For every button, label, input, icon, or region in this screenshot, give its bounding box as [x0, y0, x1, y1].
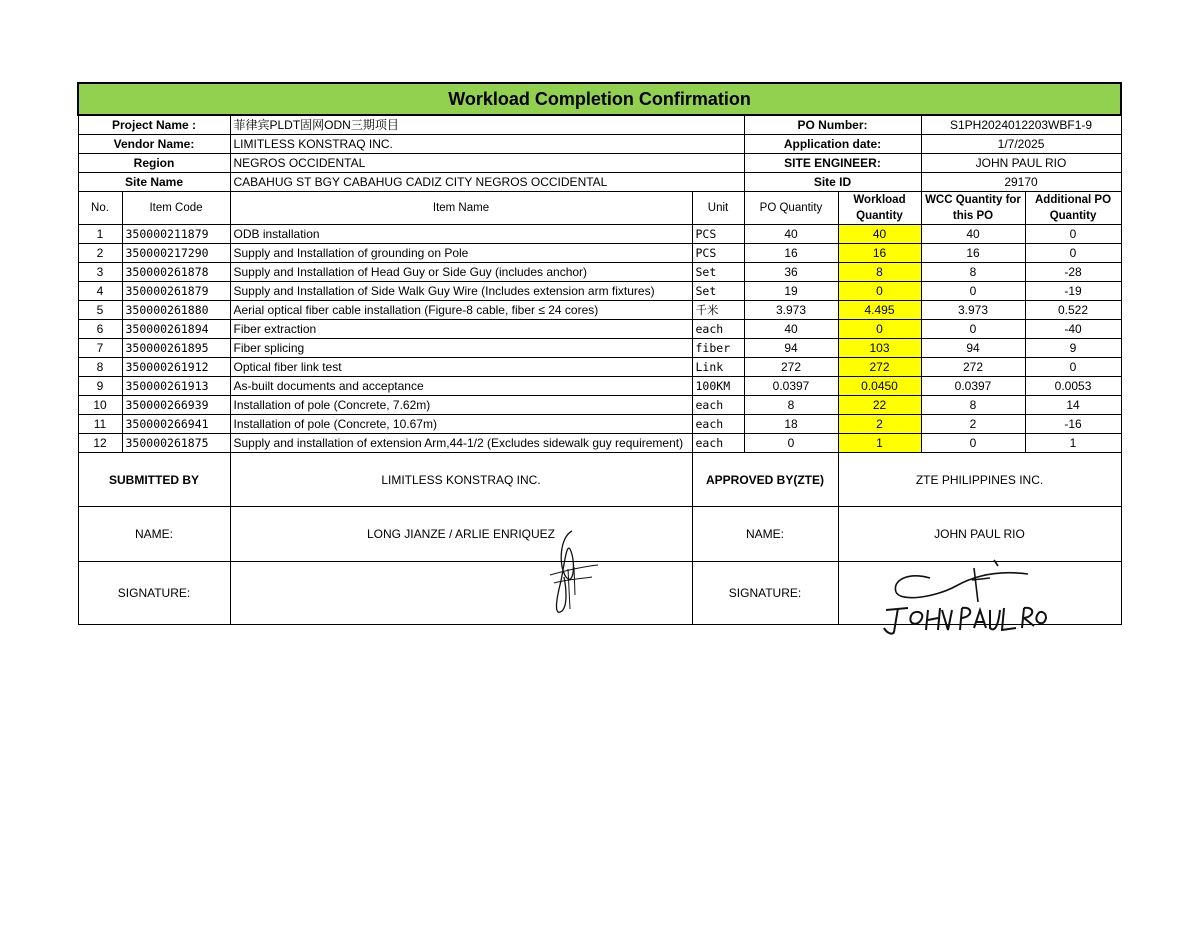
table-row	[78, 358, 1121, 377]
row-workload-quantity: 40	[838, 225, 921, 244]
row-workload-quantity: 103	[838, 339, 921, 358]
signature-cell-right	[838, 562, 1121, 625]
approved-by-value: ZTE PHILIPPINES INC.	[838, 453, 1121, 507]
row-po-quantity: 19	[744, 282, 838, 301]
region-value: NEGROS OCCIDENTAL	[230, 154, 744, 173]
row-item-name: Aerial optical fiber cable installation (Figure-8 cable, fiber ≤ 24 cores)	[230, 301, 692, 320]
row-unit: 千米	[692, 301, 744, 320]
table-row	[78, 263, 1121, 282]
row-po-quantity: 40	[744, 320, 838, 339]
row-item-name: Optical fiber link test	[230, 358, 692, 377]
row-no: 10	[78, 396, 122, 415]
sheet-title: Workload Completion Confirmation	[78, 83, 1121, 115]
header-no: No.	[78, 192, 122, 225]
vendor-name-label: Vendor Name:	[78, 135, 230, 154]
row-po-quantity: 0	[744, 434, 838, 453]
row-no: 12	[78, 434, 122, 453]
row-unit: fiber	[692, 339, 744, 358]
application-date-value: 1/7/2025	[921, 135, 1121, 154]
site-engineer-value: JOHN PAUL RIO	[921, 154, 1121, 173]
row-wcc-quantity: 94	[921, 339, 1025, 358]
item-rows	[78, 225, 1121, 453]
signature-label-right: SIGNATURE:	[692, 562, 838, 625]
row-workload-quantity: 0.0450	[838, 377, 921, 396]
table-row	[78, 434, 1121, 453]
row-no: 8	[78, 358, 122, 377]
row-unit: each	[692, 396, 744, 415]
row-workload-quantity: 4.495	[838, 301, 921, 320]
row-additional-quantity: -16	[1025, 415, 1121, 434]
row-po-quantity: 8	[744, 396, 838, 415]
row-wcc-quantity: 3.973	[921, 301, 1025, 320]
header-additional-po-quantity: Additional PO Quantity	[1025, 192, 1121, 225]
region-label: Region	[78, 154, 230, 173]
submitted-by-value: LIMITLESS KONSTRAQ INC.	[230, 453, 692, 507]
row-item-code: 350000261912	[122, 358, 230, 377]
row-unit: Set	[692, 282, 744, 301]
row-additional-quantity: -40	[1025, 320, 1121, 339]
approved-by-label: APPROVED BY(ZTE)	[692, 453, 838, 507]
po-number-label: PO Number:	[744, 115, 921, 135]
table-row	[78, 301, 1121, 320]
info-row-project	[78, 115, 1121, 135]
row-unit: PCS	[692, 225, 744, 244]
row-additional-quantity: 0	[1025, 225, 1121, 244]
header-item-name: Item Name	[230, 192, 692, 225]
header-wcc-quantity: WCC Quantity for this PO	[921, 192, 1025, 225]
row-po-quantity: 36	[744, 263, 838, 282]
row-item-name: Supply and Installation of grounding on Pole	[230, 244, 692, 263]
row-additional-quantity: 1	[1025, 434, 1121, 453]
signature-row	[78, 562, 1121, 625]
workload-confirmation-sheet	[77, 82, 1122, 625]
row-po-quantity: 94	[744, 339, 838, 358]
row-wcc-quantity: 0.0397	[921, 377, 1025, 396]
row-additional-quantity: 9	[1025, 339, 1121, 358]
row-workload-quantity: 0	[838, 282, 921, 301]
row-workload-quantity: 272	[838, 358, 921, 377]
row-item-name: Fiber extraction	[230, 320, 692, 339]
header-unit: Unit	[692, 192, 744, 225]
name-value-left: LONG JIANZE / ARLIE ENRIQUEZ	[230, 507, 692, 562]
row-no: 2	[78, 244, 122, 263]
row-wcc-quantity: 16	[921, 244, 1025, 263]
row-item-code: 350000261894	[122, 320, 230, 339]
row-item-code: 350000261878	[122, 263, 230, 282]
row-wcc-quantity: 0	[921, 282, 1025, 301]
row-item-name: Supply and Installation of Head Guy or Side Guy (includes anchor)	[230, 263, 692, 282]
row-wcc-quantity: 272	[921, 358, 1025, 377]
info-row-site	[78, 173, 1121, 192]
row-wcc-quantity: 2	[921, 415, 1025, 434]
info-row-region	[78, 154, 1121, 173]
site-id-value: 29170	[921, 173, 1121, 192]
row-no: 7	[78, 339, 122, 358]
row-item-name: Supply and Installation of Side Walk Guy Wire (Includes extension arm fixtures)	[230, 282, 692, 301]
header-po-quantity: PO Quantity	[744, 192, 838, 225]
row-item-code: 350000261880	[122, 301, 230, 320]
row-item-code: 350000261895	[122, 339, 230, 358]
header-workload-quantity: Workload Quantity	[838, 192, 921, 225]
submitted-row	[78, 453, 1121, 507]
row-unit: each	[692, 434, 744, 453]
row-no: 9	[78, 377, 122, 396]
signature-label-left: SIGNATURE:	[78, 562, 230, 625]
row-item-code: 350000266941	[122, 415, 230, 434]
header-item-code: Item Code	[122, 192, 230, 225]
row-additional-quantity: 14	[1025, 396, 1121, 415]
row-item-code: 350000266939	[122, 396, 230, 415]
column-header-row	[78, 192, 1121, 225]
row-no: 5	[78, 301, 122, 320]
row-no: 6	[78, 320, 122, 339]
row-unit: Link	[692, 358, 744, 377]
row-item-code: 350000211879	[122, 225, 230, 244]
row-unit: PCS	[692, 244, 744, 263]
row-workload-quantity: 0	[838, 320, 921, 339]
row-workload-quantity: 22	[838, 396, 921, 415]
row-po-quantity: 272	[744, 358, 838, 377]
row-additional-quantity: -28	[1025, 263, 1121, 282]
po-number-value: S1PH2024012203WBF1-9	[921, 115, 1121, 135]
vendor-name-value: LIMITLESS KONSTRAQ INC.	[230, 135, 744, 154]
row-item-code: 350000261913	[122, 377, 230, 396]
row-wcc-quantity: 0	[921, 434, 1025, 453]
row-item-name: Fiber splicing	[230, 339, 692, 358]
table-row	[78, 320, 1121, 339]
row-item-code: 350000261879	[122, 282, 230, 301]
table-row	[78, 225, 1121, 244]
name-row	[78, 507, 1121, 562]
row-item-name: As-built documents and acceptance	[230, 377, 692, 396]
row-item-name: Installation of pole (Concrete, 10.67m)	[230, 415, 692, 434]
row-unit: Set	[692, 263, 744, 282]
project-name-value: 菲律宾PLDT固网ODN三期项目	[230, 115, 744, 135]
row-wcc-quantity: 8	[921, 396, 1025, 415]
row-item-code: 350000261875	[122, 434, 230, 453]
site-id-label: Site ID	[744, 173, 921, 192]
row-additional-quantity: 0	[1025, 244, 1121, 263]
row-item-name: ODB installation	[230, 225, 692, 244]
site-name-value: CABAHUG ST BGY CABAHUG CADIZ CITY NEGROS OCCIDENTAL	[230, 173, 744, 192]
row-no: 11	[78, 415, 122, 434]
row-additional-quantity: 0	[1025, 358, 1121, 377]
row-no: 4	[78, 282, 122, 301]
row-workload-quantity: 8	[838, 263, 921, 282]
row-po-quantity: 18	[744, 415, 838, 434]
row-workload-quantity: 2	[838, 415, 921, 434]
row-wcc-quantity: 40	[921, 225, 1025, 244]
table-row	[78, 396, 1121, 415]
row-po-quantity: 3.973	[744, 301, 838, 320]
row-workload-quantity: 1	[838, 434, 921, 453]
table-row	[78, 244, 1121, 263]
row-workload-quantity: 16	[838, 244, 921, 263]
row-po-quantity: 40	[744, 225, 838, 244]
name-label-right: NAME:	[692, 507, 838, 562]
name-value-right: JOHN PAUL RIO	[838, 507, 1121, 562]
row-wcc-quantity: 8	[921, 263, 1025, 282]
application-date-label: Application date:	[744, 135, 921, 154]
project-name-label: Project Name :	[78, 115, 230, 135]
table-row	[78, 282, 1121, 301]
row-po-quantity: 0.0397	[744, 377, 838, 396]
row-no: 1	[78, 225, 122, 244]
submitted-by-label: SUBMITTED BY	[78, 453, 230, 507]
table-row	[78, 415, 1121, 434]
row-item-code: 350000217290	[122, 244, 230, 263]
name-label-left: NAME:	[78, 507, 230, 562]
row-unit: each	[692, 320, 744, 339]
row-additional-quantity: 0.522	[1025, 301, 1121, 320]
site-engineer-label: SITE ENGINEER:	[744, 154, 921, 173]
row-item-name: Supply and installation of extension Arm,44-1/2 (Excludes sidewalk guy requirement)	[230, 434, 692, 453]
row-additional-quantity: 0.0053	[1025, 377, 1121, 396]
row-wcc-quantity: 0	[921, 320, 1025, 339]
table-row	[78, 377, 1121, 396]
row-item-name: Installation of pole (Concrete, 7.62m)	[230, 396, 692, 415]
signature-cell-left	[230, 562, 692, 625]
row-po-quantity: 16	[744, 244, 838, 263]
site-name-label: Site Name	[78, 173, 230, 192]
title-row	[78, 83, 1121, 115]
row-unit: each	[692, 415, 744, 434]
table-row	[78, 339, 1121, 358]
row-additional-quantity: -19	[1025, 282, 1121, 301]
row-unit: 100KM	[692, 377, 744, 396]
row-no: 3	[78, 263, 122, 282]
info-row-vendor	[78, 135, 1121, 154]
